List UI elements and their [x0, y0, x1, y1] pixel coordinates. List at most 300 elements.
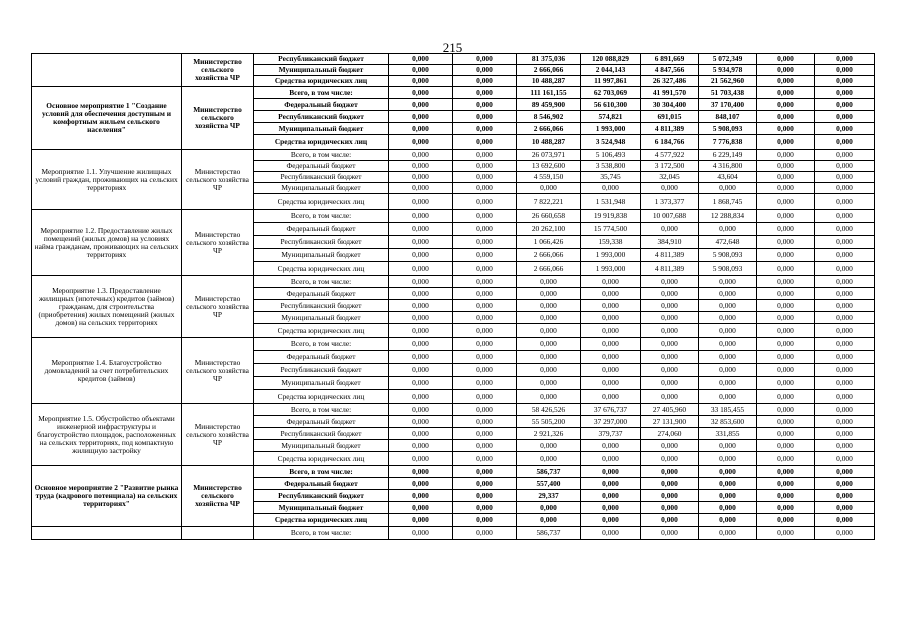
value-cell: 5 908,093: [699, 249, 757, 262]
value-cell: 32 853,600: [699, 416, 757, 428]
value-cell: 0,000: [815, 416, 875, 428]
funding-source-cell: Муниципальный бюджет: [254, 312, 389, 324]
value-cell: 0,000: [453, 210, 517, 223]
value-cell: 0,000: [699, 364, 757, 377]
value-cell: 0,000: [757, 87, 815, 99]
value-cell: 6 229,149: [699, 150, 757, 161]
value-cell: 0,000: [517, 514, 581, 527]
value-cell: 0,000: [517, 276, 581, 288]
value-cell: 0,000: [815, 466, 875, 478]
value-cell: 35,745: [581, 172, 641, 183]
funding-source-cell: Республиканский бюджет: [254, 172, 389, 183]
table-row: [32, 466, 875, 478]
value-cell: 0,000: [815, 478, 875, 490]
value-cell: 0,000: [699, 288, 757, 300]
value-cell: 0,000: [581, 502, 641, 514]
value-cell: 0,000: [757, 276, 815, 288]
value-cell: 0,000: [389, 351, 453, 364]
table-row: [32, 404, 875, 416]
value-cell: 120 088,829: [581, 54, 641, 65]
value-cell: 32,045: [641, 172, 699, 183]
value-cell: 0,000: [641, 223, 699, 236]
value-cell: 0,000: [453, 135, 517, 150]
value-cell: 0,000: [389, 54, 453, 65]
value-cell: 0,000: [641, 300, 699, 312]
value-cell: 58 426,526: [517, 404, 581, 416]
value-cell: 0,000: [453, 312, 517, 324]
funding-source-cell: Федеральный бюджет: [254, 416, 389, 428]
value-cell: 0,000: [389, 452, 453, 466]
value-cell: 1 373,377: [641, 194, 699, 210]
value-cell: 0,000: [389, 135, 453, 150]
value-cell: 21 562,960: [699, 76, 757, 87]
funding-source-cell: Всего, в том числе:: [254, 276, 389, 288]
value-cell: 26 073,971: [517, 150, 581, 161]
value-cell: 15 774,500: [581, 223, 641, 236]
funding-source-cell: Республиканский бюджет: [254, 111, 389, 123]
value-cell: 7 822,221: [517, 194, 581, 210]
value-cell: 1 066,426: [517, 236, 581, 249]
value-cell: 0,000: [453, 54, 517, 65]
value-cell: 27 131,900: [641, 416, 699, 428]
value-cell: 0,000: [699, 324, 757, 338]
value-cell: 0,000: [699, 478, 757, 490]
value-cell: 0,000: [581, 466, 641, 478]
value-cell: 2 044,143: [581, 65, 641, 76]
funding-source-cell: Средства юридических лиц: [254, 514, 389, 527]
executor-cell: Министерство сельского хозяйства ЧР: [182, 466, 254, 527]
value-cell: 0,000: [815, 194, 875, 210]
funding-source-cell: Всего, в том числе:: [254, 527, 389, 540]
value-cell: 51 703,438: [699, 87, 757, 99]
value-cell: 0,000: [389, 161, 453, 172]
value-cell: 0,000: [757, 440, 815, 452]
value-cell: 0,000: [699, 452, 757, 466]
value-cell: 2 666,066: [517, 65, 581, 76]
value-cell: 0,000: [815, 76, 875, 87]
value-cell: 0,000: [699, 440, 757, 452]
value-cell: 4 316,800: [699, 161, 757, 172]
value-cell: 37 297,000: [581, 416, 641, 428]
funding-source-cell: Республиканский бюджет: [254, 428, 389, 440]
value-cell: 691,015: [641, 111, 699, 123]
value-cell: 0,000: [815, 377, 875, 390]
value-cell: 0,000: [757, 428, 815, 440]
funding-source-cell: Республиканский бюджет: [254, 300, 389, 312]
value-cell: 0,000: [389, 312, 453, 324]
value-cell: 0,000: [517, 338, 581, 351]
executor-cell: Министерство сельского хозяйства ЧР: [182, 87, 254, 150]
value-cell: 0,000: [757, 161, 815, 172]
event-cell: Мероприятие 1.2. Предоставление жилых помещений (жилых домов) на условиях найма гражданам, проживающих на сельских территориях: [32, 210, 182, 276]
value-cell: 4 811,389: [641, 123, 699, 135]
value-cell: 30 304,400: [641, 99, 699, 111]
value-cell: 3 524,948: [581, 135, 641, 150]
value-cell: 1 868,745: [699, 194, 757, 210]
value-cell: 8 546,902: [517, 111, 581, 123]
value-cell: 0,000: [389, 276, 453, 288]
funding-source-cell: Муниципальный бюджет: [254, 502, 389, 514]
value-cell: 0,000: [453, 514, 517, 527]
table-row: [32, 87, 875, 99]
table-row: [32, 54, 875, 65]
value-cell: 0,000: [699, 183, 757, 194]
value-cell: 0,000: [757, 490, 815, 502]
value-cell: 0,000: [641, 351, 699, 364]
value-cell: 0,000: [815, 404, 875, 416]
value-cell: 0,000: [699, 466, 757, 478]
funding-source-cell: Муниципальный бюджет: [254, 249, 389, 262]
value-cell: 10 488,287: [517, 76, 581, 87]
funding-source-cell: Всего, в том числе:: [254, 338, 389, 351]
value-cell: 0,000: [815, 490, 875, 502]
value-cell: 0,000: [641, 312, 699, 324]
executor-cell: Министерство сельского хозяйства ЧР: [182, 150, 254, 210]
value-cell: 0,000: [815, 440, 875, 452]
funding-source-cell: Муниципальный бюджет: [254, 377, 389, 390]
value-cell: 2 666,066: [517, 262, 581, 276]
value-cell: 0,000: [641, 338, 699, 351]
value-cell: 0,000: [815, 65, 875, 76]
value-cell: 0,000: [699, 527, 757, 540]
value-cell: 0,000: [453, 490, 517, 502]
value-cell: 0,000: [389, 490, 453, 502]
value-cell: 0,000: [757, 65, 815, 76]
value-cell: 586,737: [517, 466, 581, 478]
value-cell: 0,000: [389, 210, 453, 223]
value-cell: 0,000: [453, 276, 517, 288]
value-cell: 0,000: [581, 351, 641, 364]
event-cell: Мероприятие 1.1. Улучшение жилищных условий граждан, проживающих на сельских территориях: [32, 150, 182, 210]
value-cell: 0,000: [517, 351, 581, 364]
value-cell: 19 919,838: [581, 210, 641, 223]
value-cell: 0,000: [815, 390, 875, 404]
value-cell: 0,000: [641, 502, 699, 514]
value-cell: 0,000: [641, 514, 699, 527]
value-cell: 0,000: [757, 351, 815, 364]
value-cell: 0,000: [453, 478, 517, 490]
value-cell: 0,000: [453, 65, 517, 76]
funding-source-cell: Федеральный бюджет: [254, 223, 389, 236]
value-cell: 0,000: [453, 416, 517, 428]
value-cell: 37 170,400: [699, 99, 757, 111]
value-cell: 0,000: [389, 377, 453, 390]
event-cell: [32, 527, 182, 540]
value-cell: 0,000: [757, 502, 815, 514]
value-cell: 0,000: [815, 312, 875, 324]
value-cell: 0,000: [581, 288, 641, 300]
value-cell: 331,855: [699, 428, 757, 440]
value-cell: 0,000: [389, 76, 453, 87]
value-cell: 0,000: [641, 440, 699, 452]
value-cell: 26 660,658: [517, 210, 581, 223]
value-cell: 43,604: [699, 172, 757, 183]
value-cell: 0,000: [517, 183, 581, 194]
executor-cell: Министерство сельского хозяйства ЧР: [182, 54, 254, 87]
value-cell: 1 531,948: [581, 194, 641, 210]
value-cell: 0,000: [581, 478, 641, 490]
value-cell: 0,000: [699, 377, 757, 390]
funding-source-cell: Республиканский бюджет: [254, 236, 389, 249]
value-cell: 0,000: [517, 364, 581, 377]
value-cell: 0,000: [581, 440, 641, 452]
value-cell: 0,000: [757, 377, 815, 390]
value-cell: 0,000: [453, 111, 517, 123]
value-cell: 0,000: [389, 249, 453, 262]
value-cell: 0,000: [815, 99, 875, 111]
value-cell: 0,000: [699, 338, 757, 351]
funding-source-cell: Республиканский бюджет: [254, 54, 389, 65]
value-cell: 0,000: [453, 338, 517, 351]
value-cell: 0,000: [453, 249, 517, 262]
value-cell: 0,000: [389, 288, 453, 300]
executor-cell: Министерство сельского хозяйства ЧР: [182, 276, 254, 338]
page-number: 215: [442, 40, 463, 55]
value-cell: 55 505,200: [517, 416, 581, 428]
value-cell: 0,000: [641, 527, 699, 540]
value-cell: 0,000: [581, 377, 641, 390]
value-cell: 41 991,570: [641, 87, 699, 99]
funding-source-cell: Федеральный бюджет: [254, 161, 389, 172]
value-cell: 0,000: [453, 288, 517, 300]
value-cell: 0,000: [699, 351, 757, 364]
value-cell: 0,000: [757, 416, 815, 428]
value-cell: 4 811,389: [641, 262, 699, 276]
value-cell: 0,000: [389, 111, 453, 123]
funding-source-cell: Муниципальный бюджет: [254, 183, 389, 194]
value-cell: 0,000: [389, 65, 453, 76]
value-cell: 5 908,093: [699, 262, 757, 276]
value-cell: 472,648: [699, 236, 757, 249]
value-cell: 0,000: [517, 502, 581, 514]
value-cell: 5 072,349: [699, 54, 757, 65]
value-cell: 2 666,066: [517, 123, 581, 135]
value-cell: 0,000: [453, 194, 517, 210]
event-cell: Основное мероприятие 2 "Развитие рынка труда (кадрового потенциала) на сельских территориях": [32, 466, 182, 527]
value-cell: 0,000: [389, 236, 453, 249]
value-cell: 0,000: [389, 150, 453, 161]
value-cell: 0,000: [815, 135, 875, 150]
value-cell: 0,000: [757, 76, 815, 87]
value-cell: 0,000: [517, 312, 581, 324]
value-cell: 3 538,800: [581, 161, 641, 172]
value-cell: 0,000: [581, 452, 641, 466]
value-cell: 0,000: [453, 452, 517, 466]
value-cell: 0,000: [757, 404, 815, 416]
value-cell: 0,000: [815, 54, 875, 65]
funding-source-cell: Средства юридических лиц: [254, 324, 389, 338]
value-cell: 0,000: [699, 390, 757, 404]
funding-source-cell: Средства юридических лиц: [254, 452, 389, 466]
value-cell: 0,000: [389, 300, 453, 312]
value-cell: 0,000: [641, 324, 699, 338]
value-cell: 0,000: [389, 183, 453, 194]
funding-source-cell: Средства юридических лиц: [254, 390, 389, 404]
value-cell: 0,000: [815, 123, 875, 135]
value-cell: 0,000: [389, 99, 453, 111]
value-cell: 0,000: [453, 440, 517, 452]
value-cell: 0,000: [757, 99, 815, 111]
event-cell: Основное мероприятие 1 "Создание условий для обеспечения доступным и комфортным жильем сельского населения": [32, 87, 182, 150]
value-cell: 0,000: [389, 364, 453, 377]
value-cell: 0,000: [453, 527, 517, 540]
executor-cell: [182, 527, 254, 540]
value-cell: 0,000: [453, 223, 517, 236]
value-cell: 0,000: [389, 338, 453, 351]
value-cell: 6 891,669: [641, 54, 699, 65]
funding-source-cell: Федеральный бюджет: [254, 351, 389, 364]
value-cell: 0,000: [815, 210, 875, 223]
value-cell: 0,000: [815, 223, 875, 236]
value-cell: 3 172,500: [641, 161, 699, 172]
value-cell: 1 993,000: [581, 249, 641, 262]
value-cell: 0,000: [815, 452, 875, 466]
value-cell: 0,000: [815, 324, 875, 338]
value-cell: 4 559,150: [517, 172, 581, 183]
value-cell: 0,000: [389, 527, 453, 540]
funding-source-cell: Всего, в том числе:: [254, 404, 389, 416]
value-cell: 6 184,766: [641, 135, 699, 150]
value-cell: 0,000: [389, 466, 453, 478]
value-cell: 0,000: [757, 210, 815, 223]
value-cell: 0,000: [815, 87, 875, 99]
funding-source-cell: Муниципальный бюджет: [254, 123, 389, 135]
value-cell: 0,000: [641, 183, 699, 194]
value-cell: 7 776,838: [699, 135, 757, 150]
value-cell: 0,000: [641, 478, 699, 490]
value-cell: 0,000: [815, 288, 875, 300]
value-cell: 0,000: [389, 172, 453, 183]
value-cell: 0,000: [389, 514, 453, 527]
value-cell: 0,000: [757, 183, 815, 194]
value-cell: 5 934,978: [699, 65, 757, 76]
value-cell: 0,000: [699, 300, 757, 312]
value-cell: 0,000: [757, 466, 815, 478]
value-cell: 4 847,566: [641, 65, 699, 76]
value-cell: 0,000: [389, 440, 453, 452]
value-cell: 159,338: [581, 236, 641, 249]
event-cell: [32, 54, 182, 87]
value-cell: 0,000: [641, 276, 699, 288]
value-cell: 0,000: [757, 150, 815, 161]
funding-source-cell: Муниципальный бюджет: [254, 65, 389, 76]
value-cell: 0,000: [389, 123, 453, 135]
value-cell: 5 908,093: [699, 123, 757, 135]
value-cell: 0,000: [389, 428, 453, 440]
value-cell: 5 106,493: [581, 150, 641, 161]
value-cell: 56 610,300: [581, 99, 641, 111]
value-cell: 0,000: [815, 150, 875, 161]
value-cell: 0,000: [581, 324, 641, 338]
funding-source-cell: Федеральный бюджет: [254, 288, 389, 300]
value-cell: 0,000: [815, 276, 875, 288]
value-cell: 0,000: [815, 364, 875, 377]
value-cell: 0,000: [517, 324, 581, 338]
value-cell: 0,000: [757, 194, 815, 210]
value-cell: 0,000: [641, 466, 699, 478]
value-cell: 0,000: [815, 172, 875, 183]
value-cell: 13 692,600: [517, 161, 581, 172]
value-cell: 0,000: [453, 87, 517, 99]
value-cell: 20 262,100: [517, 223, 581, 236]
value-cell: 0,000: [815, 183, 875, 194]
value-cell: 4 577,922: [641, 150, 699, 161]
value-cell: 2 666,066: [517, 249, 581, 262]
value-cell: 848,107: [699, 111, 757, 123]
value-cell: 0,000: [581, 527, 641, 540]
value-cell: 81 375,036: [517, 54, 581, 65]
value-cell: 0,000: [581, 276, 641, 288]
value-cell: 1 993,000: [581, 262, 641, 276]
value-cell: 0,000: [389, 404, 453, 416]
value-cell: 0,000: [757, 452, 815, 466]
value-cell: 29,337: [517, 490, 581, 502]
value-cell: 384,910: [641, 236, 699, 249]
value-cell: 0,000: [815, 161, 875, 172]
table-row: [32, 210, 875, 223]
value-cell: 0,000: [815, 514, 875, 527]
value-cell: 1 993,000: [581, 123, 641, 135]
value-cell: 12 288,834: [699, 210, 757, 223]
value-cell: 0,000: [453, 236, 517, 249]
value-cell: 2 921,326: [517, 428, 581, 440]
value-cell: 0,000: [453, 428, 517, 440]
value-cell: 0,000: [757, 478, 815, 490]
value-cell: 0,000: [453, 351, 517, 364]
value-cell: 0,000: [757, 390, 815, 404]
value-cell: 0,000: [757, 262, 815, 276]
value-cell: 0,000: [641, 452, 699, 466]
value-cell: 0,000: [815, 300, 875, 312]
value-cell: 0,000: [757, 135, 815, 150]
value-cell: 0,000: [453, 404, 517, 416]
value-cell: 0,000: [517, 452, 581, 466]
value-cell: 0,000: [815, 338, 875, 351]
funding-source-cell: Муниципальный бюджет: [254, 440, 389, 452]
value-cell: 0,000: [581, 312, 641, 324]
value-cell: 0,000: [815, 428, 875, 440]
value-cell: 0,000: [389, 416, 453, 428]
value-cell: 0,000: [757, 223, 815, 236]
value-cell: 0,000: [453, 99, 517, 111]
value-cell: 0,000: [453, 300, 517, 312]
value-cell: 0,000: [517, 440, 581, 452]
value-cell: 0,000: [581, 338, 641, 351]
value-cell: 111 161,155: [517, 87, 581, 99]
value-cell: 0,000: [453, 172, 517, 183]
value-cell: 0,000: [699, 502, 757, 514]
value-cell: 0,000: [641, 364, 699, 377]
value-cell: 0,000: [453, 123, 517, 135]
value-cell: 10 007,688: [641, 210, 699, 223]
budget-table: [31, 53, 875, 540]
funding-source-cell: Средства юридических лиц: [254, 262, 389, 276]
value-cell: 27 405,960: [641, 404, 699, 416]
value-cell: 0,000: [641, 288, 699, 300]
value-cell: 379,737: [581, 428, 641, 440]
value-cell: 0,000: [641, 390, 699, 404]
value-cell: 0,000: [757, 54, 815, 65]
value-cell: 0,000: [815, 527, 875, 540]
value-cell: 0,000: [453, 161, 517, 172]
value-cell: 0,000: [757, 288, 815, 300]
value-cell: 0,000: [389, 324, 453, 338]
funding-source-cell: Всего, в том числе:: [254, 150, 389, 161]
value-cell: 37 676,737: [581, 404, 641, 416]
value-cell: 0,000: [581, 183, 641, 194]
value-cell: 0,000: [453, 324, 517, 338]
funding-source-cell: Республиканский бюджет: [254, 364, 389, 377]
